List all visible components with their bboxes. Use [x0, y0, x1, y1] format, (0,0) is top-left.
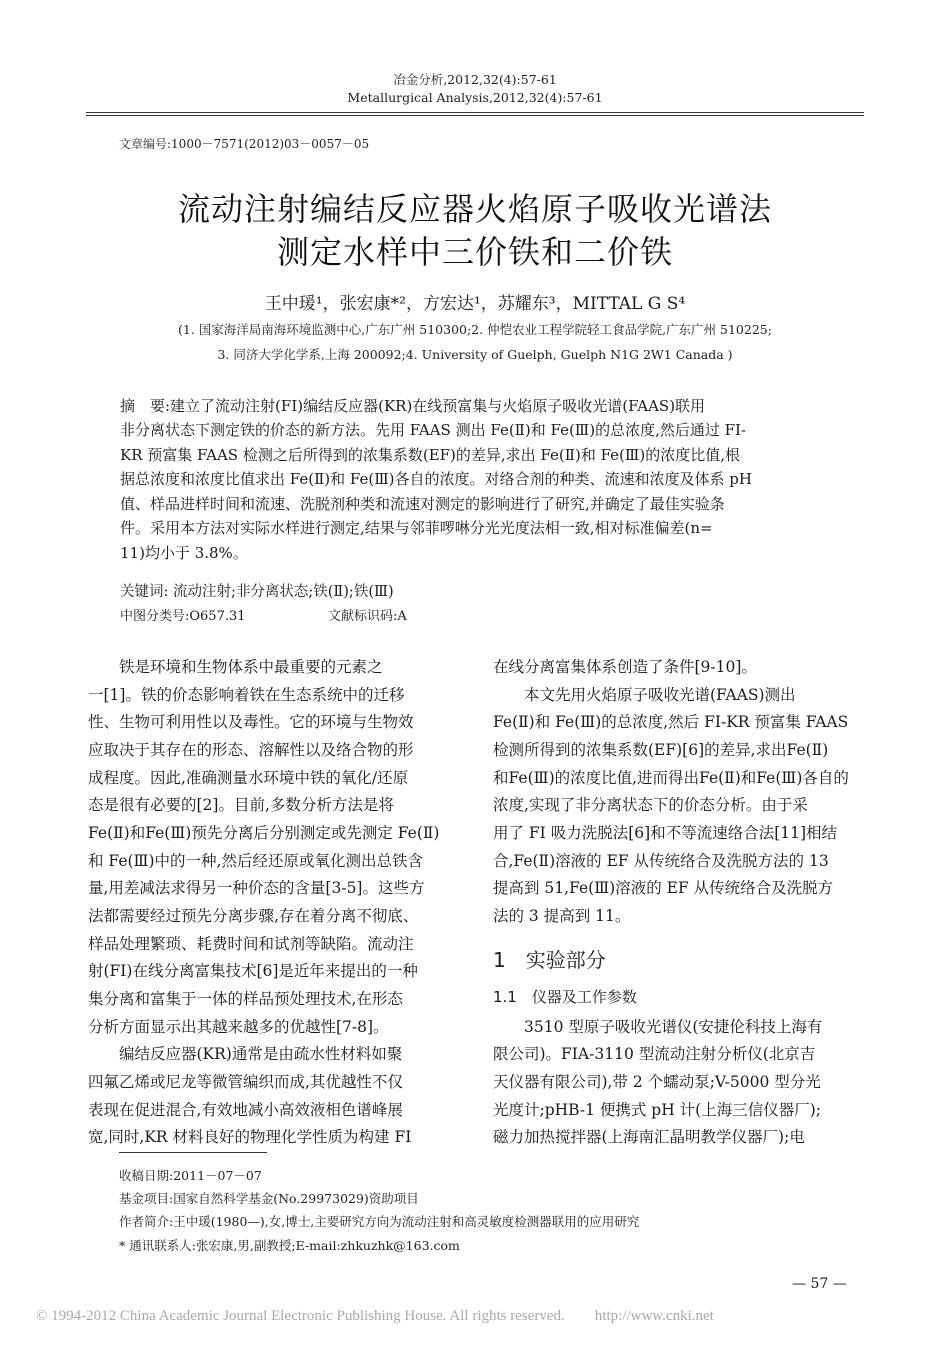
page-number: — 57 —: [792, 1276, 847, 1292]
affiliation-line-2: 3. 同济大学化学系,上海 200092;4. University of Guelph, Guelph N1G 2W1 Canada ): [217, 347, 733, 362]
body-line: 态是很有必要的[2]。目前,多数分析方法是将: [88, 796, 394, 814]
article-number: 文章编号:1000－7571(2012)03－0057－05: [119, 137, 370, 151]
body-line: 表现在促进混合,有效地减小高效液相色谱峰展: [88, 1101, 403, 1119]
journal-header-en: Metallurgical Analysis,2012,32(4):57-61: [347, 90, 603, 105]
abstract-line: 非分离状态下测定铁的价态的新方法。先用 FAAS 测出 Fe(Ⅱ)和 Fe(Ⅲ)的总浓度,然后通过 FI-: [120, 421, 747, 439]
journal-header-cn: 冶金分析,2012,32(4):57-61: [393, 72, 557, 87]
body-line: 应取决于其存在的形态、溶解性以及络合物的形: [88, 741, 414, 759]
affiliation-line-1: (1. 国家海洋局南海环境监测中心,广东广州 510300;2. 仲恺农业工程学院轻工食品学院,广东广州 510225;: [178, 322, 772, 337]
body-line: 本文先用火焰原子吸收光谱(FAAS)测出: [493, 686, 796, 704]
header-rule-top: [86, 112, 864, 113]
classification-number: 中图分类号:O657.31: [120, 609, 246, 624]
body-line: 浓度,实现了非分离状态下的价态分析。由于采: [493, 796, 808, 814]
body-line: 法都需要经过预先分离步骤,存在着分离不彻底、: [88, 907, 419, 925]
abstract-line: 件。采用本方法对实际水样进行测定,结果与邻菲啰啉分光光度法相一致,相对标准偏差(n=: [120, 519, 713, 537]
section-heading: 1 实验部分: [493, 948, 606, 972]
body-line: 分析方面显示出其越来越多的优越性[7-8]。: [88, 1018, 389, 1036]
body-line: 在线分离富集体系创造了条件[9-10]。: [493, 658, 757, 676]
body-line: 检测所得到的浓集系数(EF)[6]的差异,求出Fe(Ⅱ): [493, 741, 829, 759]
body-line: 铁是环境和生物体系中最重要的元素之: [88, 658, 383, 676]
footnote-received: 收稿日期:2011－07－07: [119, 1168, 262, 1183]
body-line: 合,Fe(Ⅱ)溶液的 EF 从传统络合及洗脱方法的 13: [493, 852, 829, 870]
body-line: 编结反应器(KR)通常是由疏水性材料如聚: [88, 1045, 403, 1063]
paper-title-line-1: 流动注射编结反应器火焰原子吸收光谱法: [177, 190, 772, 228]
body-line: 用了 FI 吸力洗脱法[6]和不等流速络合法[11]相结: [493, 824, 838, 842]
body-line: 光度计;pHB-1 便携式 pH 计(上海三信仪器厂);: [493, 1101, 821, 1119]
body-line: 磁力加热搅拌器(上海南汇晶明教学仪器厂);电: [493, 1128, 805, 1146]
body-line: 限公司)。FIA-3110 型流动注射分析仪(北京吉: [493, 1045, 816, 1063]
body-line: Fe(Ⅱ)和 Fe(Ⅲ)的总浓度,然后 FI-KR 预富集 FAAS: [493, 713, 849, 731]
body-line: 成程度。因此,准确测量水环境中铁的氧化/还原: [88, 769, 409, 787]
body-line: 法的 3 提高到 11。: [493, 907, 631, 925]
body-line: 提高到 51,Fe(Ⅲ)溶液的 EF 从传统络合及洗脱方: [493, 879, 834, 897]
body-line: 四氟乙烯或尼龙等微管编织而成,其优越性不仅: [88, 1073, 403, 1091]
body-line: 宽,同时,KR 材料良好的物理化学性质为构建 FI: [88, 1128, 412, 1146]
author-list: 王中瑗¹，张宏康*²，方宏达¹，苏耀东³，MITTAL G S⁴: [264, 294, 686, 314]
body-line: 一[1]。铁的价态影响着铁在生态系统中的迁移: [88, 686, 405, 704]
keywords: 关键词: 流动注射;非分离状态;铁(Ⅱ);铁(Ⅲ): [120, 584, 394, 600]
footnote-author-bio: 作者简介:王中瑗(1980—),女,博士,主要研究方向为流动注射和高灵敏度检测器联用的应用研究: [119, 1214, 640, 1229]
body-line: 天仪器有限公司),带 2 个蠕动泵;V-5000 型分光: [493, 1073, 821, 1091]
footnote-fund: 基金项目:国家自然科学基金(No.29973029)资助项目: [119, 1191, 419, 1206]
body-line: 和 Fe(Ⅲ)中的一种,然后经还原或氧化测出总铁含: [88, 852, 423, 870]
document-code: 文献标识码:A: [328, 609, 407, 624]
footnote-contact: * 通讯联系人:张宏康,男,副教授;E-mail:zhkuzhk@163.com: [119, 1238, 460, 1253]
abstract-line: KR 预富集 FAAS 检测之后所得到的浓集系数(EF)的差异,求出 Fe(Ⅱ)和 Fe(Ⅲ)的浓度比值,根: [120, 446, 740, 464]
body-line: 集分离和富集于一体的样品预处理技术,在形态: [88, 990, 403, 1008]
subsection-heading: 1.1 仪器及工作参数: [493, 988, 637, 1006]
body-line: Fe(Ⅱ)和Fe(Ⅲ)预先分离后分别测定或先测定 Fe(Ⅱ): [88, 824, 440, 842]
body-line: 性、生物可利用性以及毒性。它的环境与生物效: [88, 713, 414, 731]
abstract-line: 摘 要:建立了流动注射(FI)编结反应器(KR)在线预富集与火焰原子吸收光谱(FAAS)联用: [120, 397, 706, 415]
abstract-line: 值、样品进样时间和流速、洗脱剂种类和流速对测定的影响进行了研究,并确定了最佳实验条: [120, 495, 725, 513]
copyright-watermark: © 1994-2012 China Academic Journal Electronic Publishing House. All rights reserved. http://www.cnki.net: [36, 1308, 714, 1324]
body-line: 和Fe(Ⅲ)的浓度比值,进而得出Fe(Ⅱ)和Fe(Ⅲ)各自的: [493, 769, 849, 787]
header-rule-bottom: [86, 115, 864, 116]
body-line: 射(FI)在线分离富集技术[6]是近年来提出的一种: [88, 962, 418, 980]
body-line: 3510 型原子吸收光谱仪(安捷伦科技上海有: [493, 1018, 823, 1036]
footnote-rule: [119, 1152, 267, 1153]
abstract-line: 据总浓度和浓度比值求出 Fe(Ⅱ)和 Fe(Ⅲ)各自的浓度。对络合剂的种类、流速和浓度及体系 pH: [120, 470, 752, 488]
body-line: 量,用差减法求得另一种价态的含量[3-5]。这些方: [88, 879, 425, 897]
body-line: 样品处理繁琐、耗费时间和试剂等缺陷。流动注: [88, 935, 414, 953]
paper-title-line-2: 测定水样中三价铁和二价铁: [276, 233, 673, 271]
abstract-line: 11)均小于 3.8%。: [120, 544, 248, 562]
